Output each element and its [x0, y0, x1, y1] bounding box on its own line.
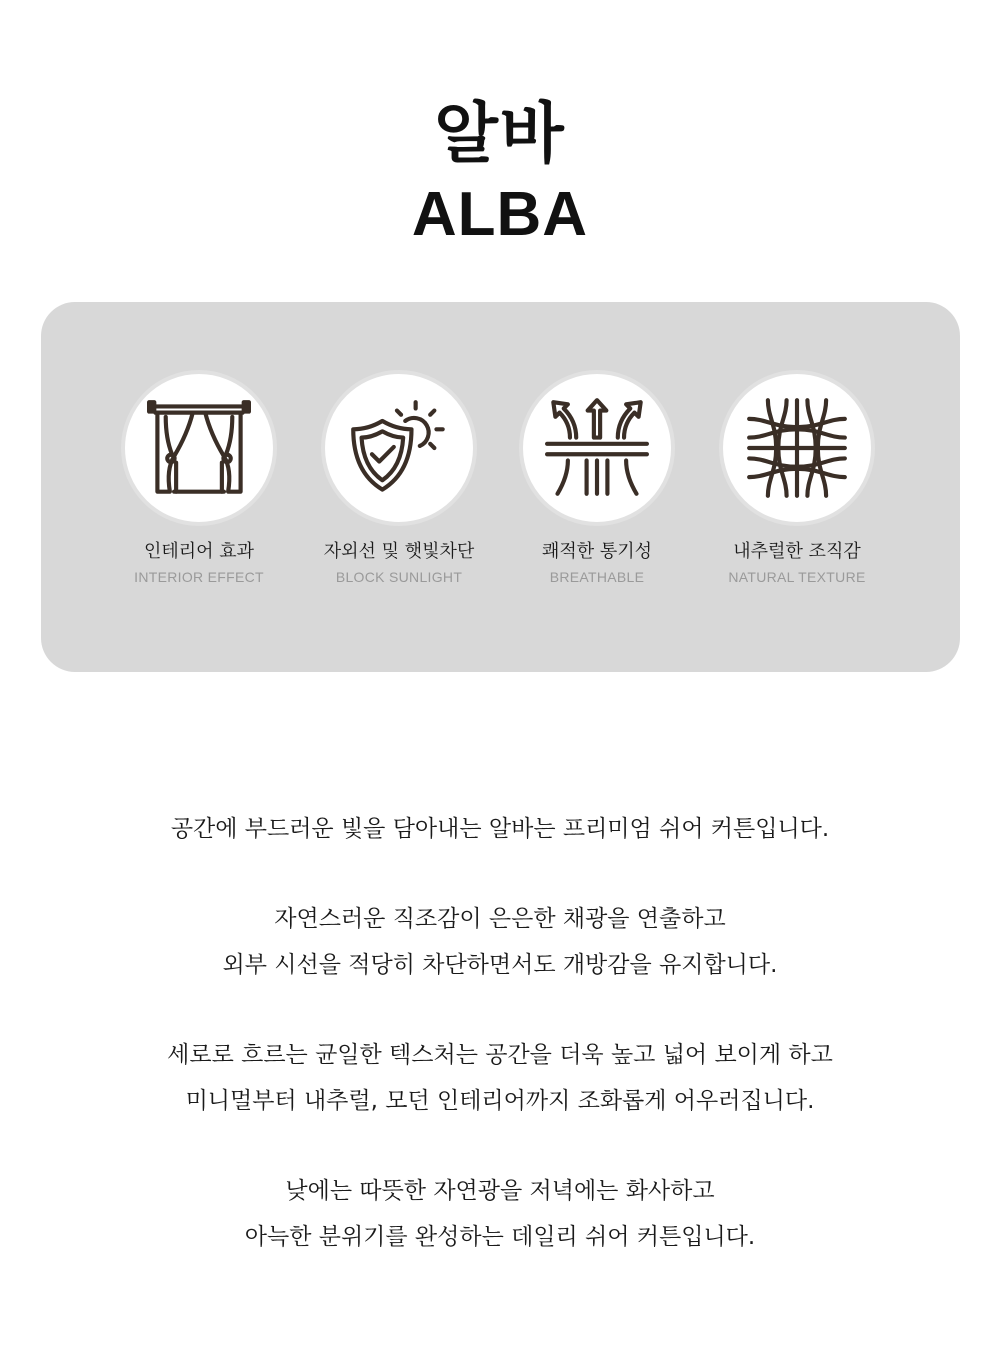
feature-label-en: BLOCK SUNLIGHT — [335, 569, 463, 585]
description-paragraph — [0, 806, 1000, 852]
feature-icon-circle — [321, 370, 477, 526]
description-line: 외부 시선을 적당히 차단하면서도 개방감을 유지합니다. — [222, 952, 778, 978]
description-line: 아늑한 분위기를 완성하는 데일리 쉬어 커튼입니다. — [244, 1224, 756, 1250]
description-line: 미니멀부터 내추럴, 모던 인테리어까지 조화롭게 어우러집니다. — [185, 1088, 815, 1114]
feature-interior-effect — [99, 370, 299, 586]
description-line: 낮에는 따뜻한 자연광을 저녁에는 화사하고 — [285, 1178, 715, 1204]
description-line: 자연스러운 직조감이 은은한 채광을 연출하고 — [274, 906, 726, 932]
feature-natural-texture — [697, 370, 897, 586]
description-paragraph — [0, 1032, 1000, 1124]
feature-label-en: INTERIOR EFFECT — [134, 569, 264, 585]
feature-breathable — [497, 370, 697, 586]
feature-block-sunlight — [299, 370, 499, 586]
feature-label-ko: 내추럴한 조직감 — [733, 541, 861, 562]
feature-label-ko: 자외선 및 햇빛차단 — [323, 541, 475, 562]
product-description — [0, 806, 1000, 1304]
product-title — [0, 92, 1000, 248]
description-paragraph — [0, 1168, 1000, 1260]
airflow-icon — [545, 396, 649, 500]
feature-label-ko: 쾌적한 통기성 — [541, 541, 653, 562]
product-title-english: ALBA — [411, 180, 589, 249]
description-line: 공간에 부드러운 빛을 담아내는 알바는 프리미엄 쉬어 커튼입니다. — [170, 816, 830, 842]
shield-sun-icon — [347, 396, 451, 500]
description-line: 세로로 흐르는 균일한 텍스처는 공간을 더욱 높고 넓어 보이게 하고 — [167, 1042, 833, 1068]
product-title-korean: 알바 — [434, 95, 566, 172]
feature-panel — [41, 302, 960, 672]
feature-icon-circle — [519, 370, 675, 526]
feature-icon-circle — [121, 370, 277, 526]
description-paragraph — [0, 896, 1000, 988]
feature-label-en: NATURAL TEXTURE — [728, 569, 866, 585]
curtain-icon — [147, 396, 251, 500]
feature-label-ko: 인테리어 효과 — [143, 541, 255, 562]
feature-icon-circle — [719, 370, 875, 526]
feature-label-en: BREATHABLE — [549, 569, 645, 585]
weave-icon — [745, 396, 849, 500]
